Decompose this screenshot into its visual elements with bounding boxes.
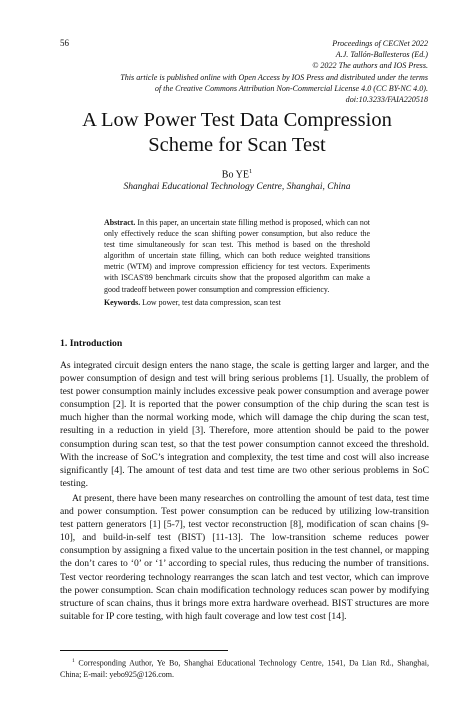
- author: [0, 168, 474, 180]
- footnote-text: Corresponding Author, Ye Bo, Shanghai Educational Technology Centre, 1541, Da Lian Rd., Shanghai, China; E-mail: yebo925@126.com.: [60, 658, 429, 679]
- proceedings-line: This article is published online with Open Access by IOS Press and distributed under the terms: [120, 72, 428, 82]
- footnote-mark: 1: [72, 658, 75, 664]
- proceedings-info: [48, 38, 428, 105]
- abstract-label: Abstract.: [104, 218, 136, 227]
- doi-line: doi:10.3233/FAIA220518: [345, 95, 428, 105]
- page-number: 56: [60, 38, 69, 48]
- keywords-label: Keywords.: [104, 298, 141, 307]
- proceedings-line: of the Creative Commons Attribution Non-Commercial License 4.0 (CC BY-NC 4.0).: [154, 83, 428, 93]
- title-line: Scheme for Scan Test: [148, 133, 326, 156]
- abstract-text: In this paper, an uncertain state filling method is proposed, which can not only effectively reduce the scan shifting power consumption, but also reduce the test time simultaneously for scan test. This method is based on the threshold algorithm of uncertain state filling, which can both reduce weighted transitions metric (WTM) and improve compression efficiency for test vectors. Experiments with ISCAS'89 benchmark circuits show that the proposed algorithm can make a good tradeoff between power consumption and compression efficiency.: [104, 218, 370, 294]
- author-name: Bo YE: [221, 169, 249, 181]
- body-paragraph: As integrated circuit design enters the nano stage, the scale is getting larger and larger, and the power consumption of design and test will bring serious problems [1]. Usually, the problem of test power consumption mainly includes excessive peak power consumption and average power consumption [2]. It is reported that the power consumption of the chip during the scan test is much higher than the normal working mode, which will damage the chip during the scan test, resulting in a reduction in yield [3]. Therefore, more attention should be paid to the power consumption during scan test, so that the test power consumption cannot exceed the threshold. With the increase of SoC’s integration and complexity, the test time and cost will also increase significantly [4]. The amount of test data and test time are two other serious problems in SoC testing.: [60, 360, 429, 489]
- proceedings-line: © 2022 The authors and IOS Press.: [312, 61, 428, 71]
- footnote: [60, 656, 429, 680]
- keywords: [104, 297, 370, 308]
- proceedings-line: Proceedings of CECNet 2022: [332, 39, 428, 48]
- title-line: A Low Power Test Data Compression: [82, 109, 392, 131]
- paper-title: [40, 108, 434, 157]
- keywords-text: Low power, test data compression, scan test: [142, 298, 281, 307]
- author-footnote-mark: 1: [248, 168, 253, 175]
- abstract: [104, 217, 370, 295]
- proceedings-line: A.J. Tallón-Ballesteros (Ed.): [335, 50, 428, 60]
- section-heading: 1. Introduction: [60, 338, 123, 349]
- body-paragraph: At present, there have been many researches on controlling the amount of test data, test time and power consumption. Test power consumption can be reduced by utilizing low-transition test pattern generators [1] [5-7], test vector reconstruction [8], modification of scan chains [9-10], and build-in-self test (BIST) [11-13]. The low-transition scheme reduces power consumption by assigning a fixed value to the uncertain position in the test channel, or mapping the don’t cares to ‘0’ or ‘1’ according to special rules, thus reducing the number of transitions. Test vector reordering technology rearranges the scan latch and test vector, which can improve the power consumption. Scan chain modification technology reduces scan power by modifying structure of scan chains, thus it brings more extra hardware overhead. BIST structures are more suitable for IP core testing, with high fault coverage and low test cost [14].: [60, 493, 429, 622]
- footnote-divider: [60, 650, 228, 651]
- affiliation: Shanghai Educational Technology Centre, Shanghai, China: [123, 182, 351, 192]
